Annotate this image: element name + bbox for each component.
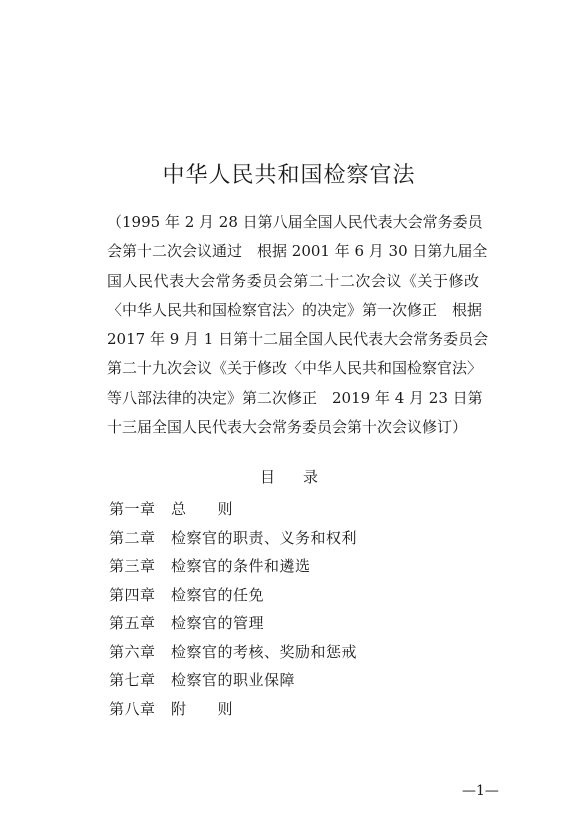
page-number: —1— — [462, 783, 499, 799]
preamble-line: 第二十九次会议《关于修改〈中华人民共和国检察官法〉 — [107, 359, 483, 378]
preamble-line: 〈中华人民共和国检察官法〉的决定》第一次修正 根据 — [107, 300, 483, 319]
toc-chapter-number: 第七章 — [109, 671, 156, 689]
toc-heading: 目录 — [259, 468, 346, 486]
toc-item — [109, 696, 469, 725]
toc-chapter-title: 附 则 — [171, 699, 234, 718]
toc-chapter-title: 总 则 — [171, 500, 234, 518]
toc-item — [109, 582, 469, 611]
toc-item — [109, 525, 469, 554]
toc-chapter-number: 第一章 — [109, 500, 156, 518]
toc-chapter-number: 第四章 — [109, 585, 156, 604]
preamble-line: 十三届全国人民代表大会常务委员会第十次会议修订） — [107, 418, 468, 437]
toc-item — [109, 667, 469, 696]
toc-chapter-title: 检察官的职责、义务和权利 — [171, 528, 358, 547]
legislative-history — [107, 210, 489, 444]
toc-chapter-title: 检察官的考核、奖励和惩戒 — [171, 642, 358, 661]
preamble-line: 2017 年 9 月 1 日第十二届全国人民代表大会常务委员会 — [107, 330, 489, 349]
toc-item — [109, 496, 469, 525]
preamble-line: 等八部法律的决定》第二次修正 2019 年 4 月 23 日第 — [107, 388, 483, 407]
toc-chapter-number: 第八章 — [109, 699, 156, 718]
toc-chapter-number: 第三章 — [109, 557, 156, 575]
toc-chapter-number: 第二章 — [109, 528, 156, 547]
table-of-contents — [109, 496, 469, 724]
toc-chapter-title: 检察官的管理 — [171, 614, 265, 632]
toc-chapter-number: 第六章 — [109, 642, 156, 661]
toc-chapter-title: 检察官的条件和遴选 — [171, 557, 311, 575]
toc-chapter-number: 第五章 — [109, 614, 156, 632]
toc-chapter-title: 检察官的任免 — [171, 585, 265, 604]
preamble-line: （1995 年 2 月 28 日第八届全国人民代表大会常务委员 — [107, 213, 483, 231]
toc-item — [109, 610, 469, 639]
toc-item — [109, 639, 469, 668]
preamble-line: 国人民代表大会常务委员会第二十二次会议《关于修改 — [107, 271, 479, 290]
document-title: 中华人民共和国检察官法 — [162, 163, 416, 188]
preamble-line: 会第十二次会议通过 根据 2001 年 6 月 30 日第九届全 — [107, 242, 488, 261]
toc-chapter-title: 检察官的职业保障 — [171, 671, 296, 689]
toc-item — [109, 553, 469, 582]
